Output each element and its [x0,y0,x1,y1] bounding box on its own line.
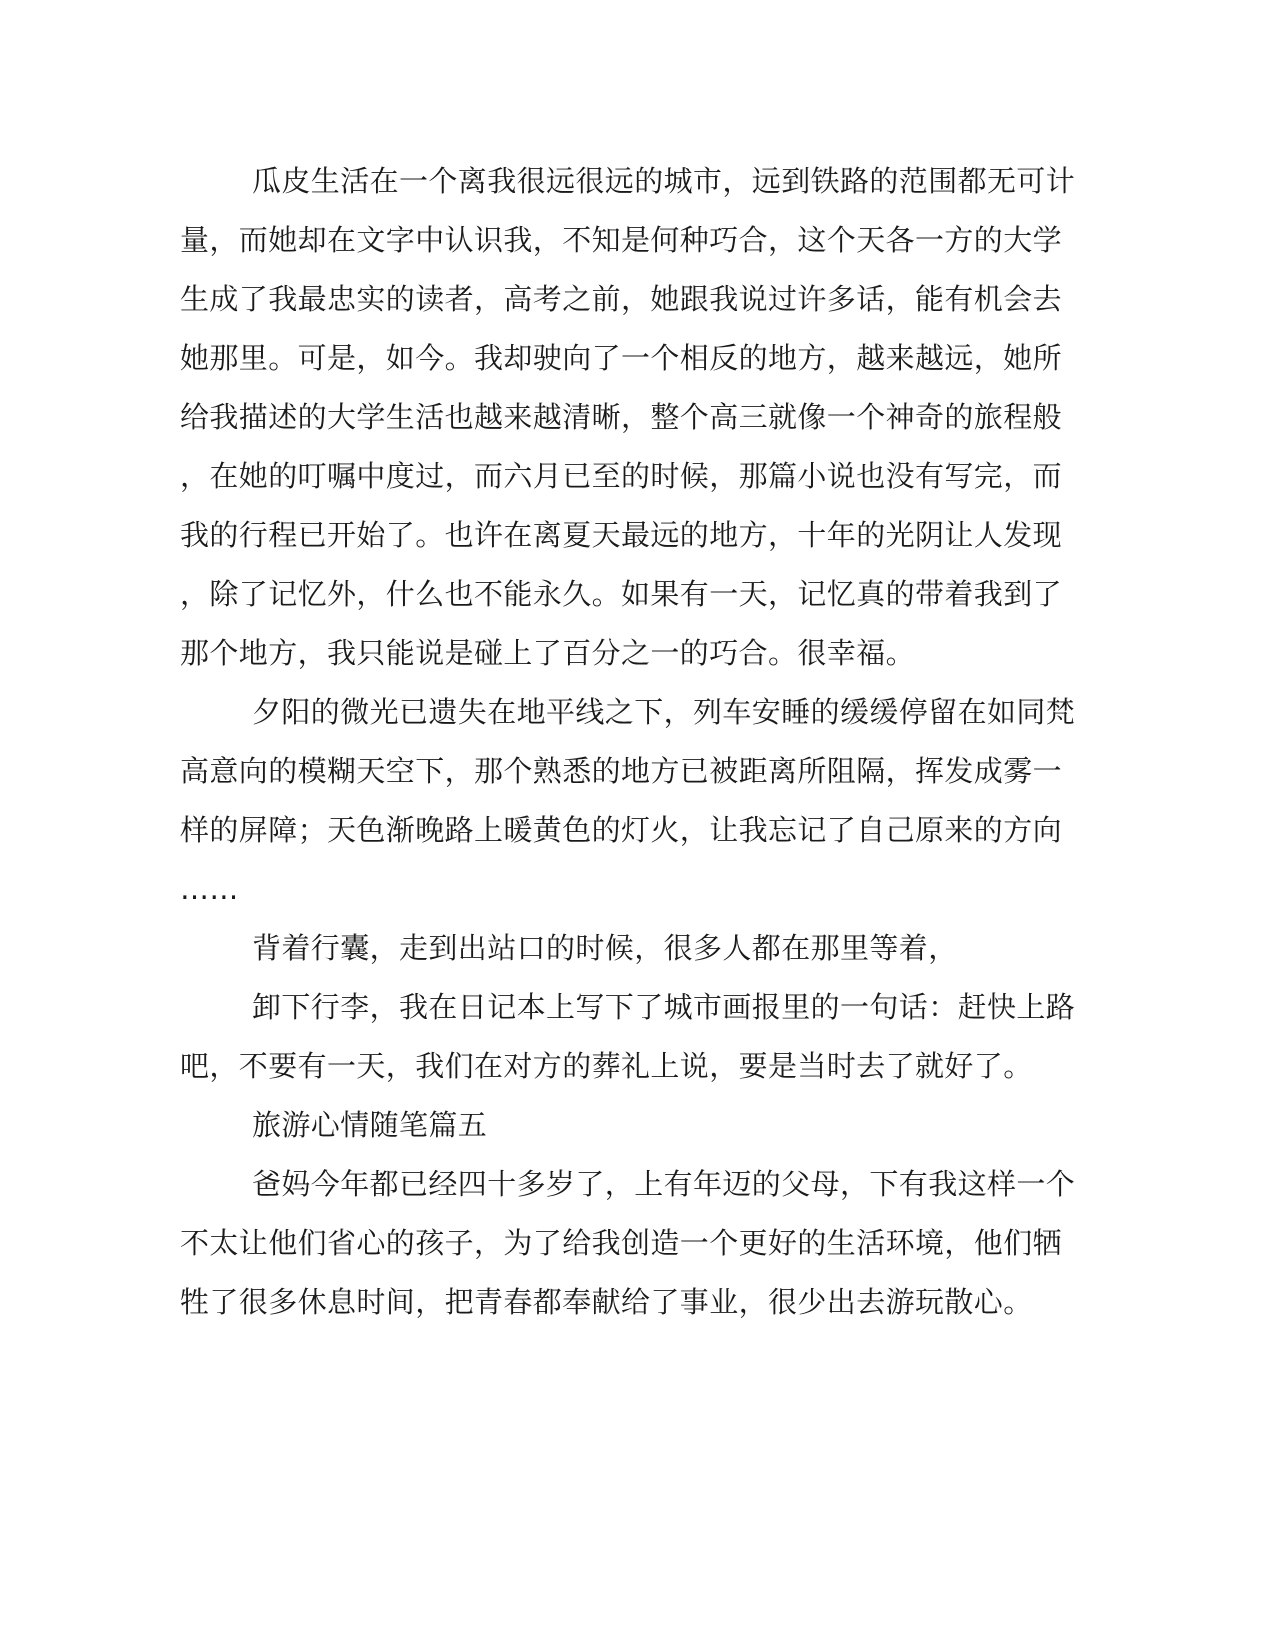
text-line: 生成了我最忠实的读者，高考之前，她跟我说过许多话，能有机会去 [180,282,1063,316]
section-heading: 旅游心情随笔篇五 [252,1108,488,1142]
document-body [180,152,1076,1332]
text-line: 夕阳的微光已遗失在地平线之下，列车安睡的缓缓停留在如同梵 [252,695,1076,729]
text-line: 我的行程已开始了。也许在离夏天最远的地方，十年的光阴让人发现 [180,518,1063,552]
text-line: 牲了很多休息时间，把青春都奉献给了事业，很少出去游玩散心。 [180,1285,1033,1319]
text-line: 她那里。可是，如今。我却驶向了一个相反的地方，越来越远，她所 [180,341,1063,375]
text-line: ，在她的叮嘱中度过，而六月已至的时候，那篇小说也没有写完，而 [180,459,1063,493]
text-line: 卸下行李，我在日记本上写下了城市画报里的一句话：赶快上路 [252,990,1076,1024]
text-line: 瓜皮生活在一个离我很远很远的城市，远到铁路的范围都无可计 [252,164,1076,198]
text-line: 背着行囊，走到出站口的时候，很多人都在那里等着， [252,931,958,965]
text-line: 给我描述的大学生活也越来越清晰，整个高三就像一个神奇的旅程般 [180,400,1063,434]
text-line: 吧，不要有一天，我们在对方的葬礼上说，要是当时去了就好了。 [180,1049,1033,1083]
text-line: 爸妈今年都已经四十多岁了，上有年迈的父母，下有我这样一个 [252,1167,1076,1201]
text-line: ，除了记忆外，什么也不能永久。如果有一天，记忆真的带着我到了 [180,577,1063,611]
text-line: 样的屏障；天色渐晚路上暖黄色的灯火，让我忘记了自己原来的方向 [180,813,1063,847]
text-line: 不太让他们省心的孩子，为了给我创造一个更好的生活环境，他们牺 [180,1226,1063,1260]
text-line: …… [180,872,239,906]
text-line: 高意向的模糊天空下，那个熟悉的地方已被距离所阻隔，挥发成雾一 [180,754,1063,788]
text-line: 量，而她却在文字中认识我，不知是何种巧合，这个天各一方的大学 [180,223,1063,257]
text-line: 那个地方，我只能说是碰上了百分之一的巧合。很幸福。 [180,636,916,670]
